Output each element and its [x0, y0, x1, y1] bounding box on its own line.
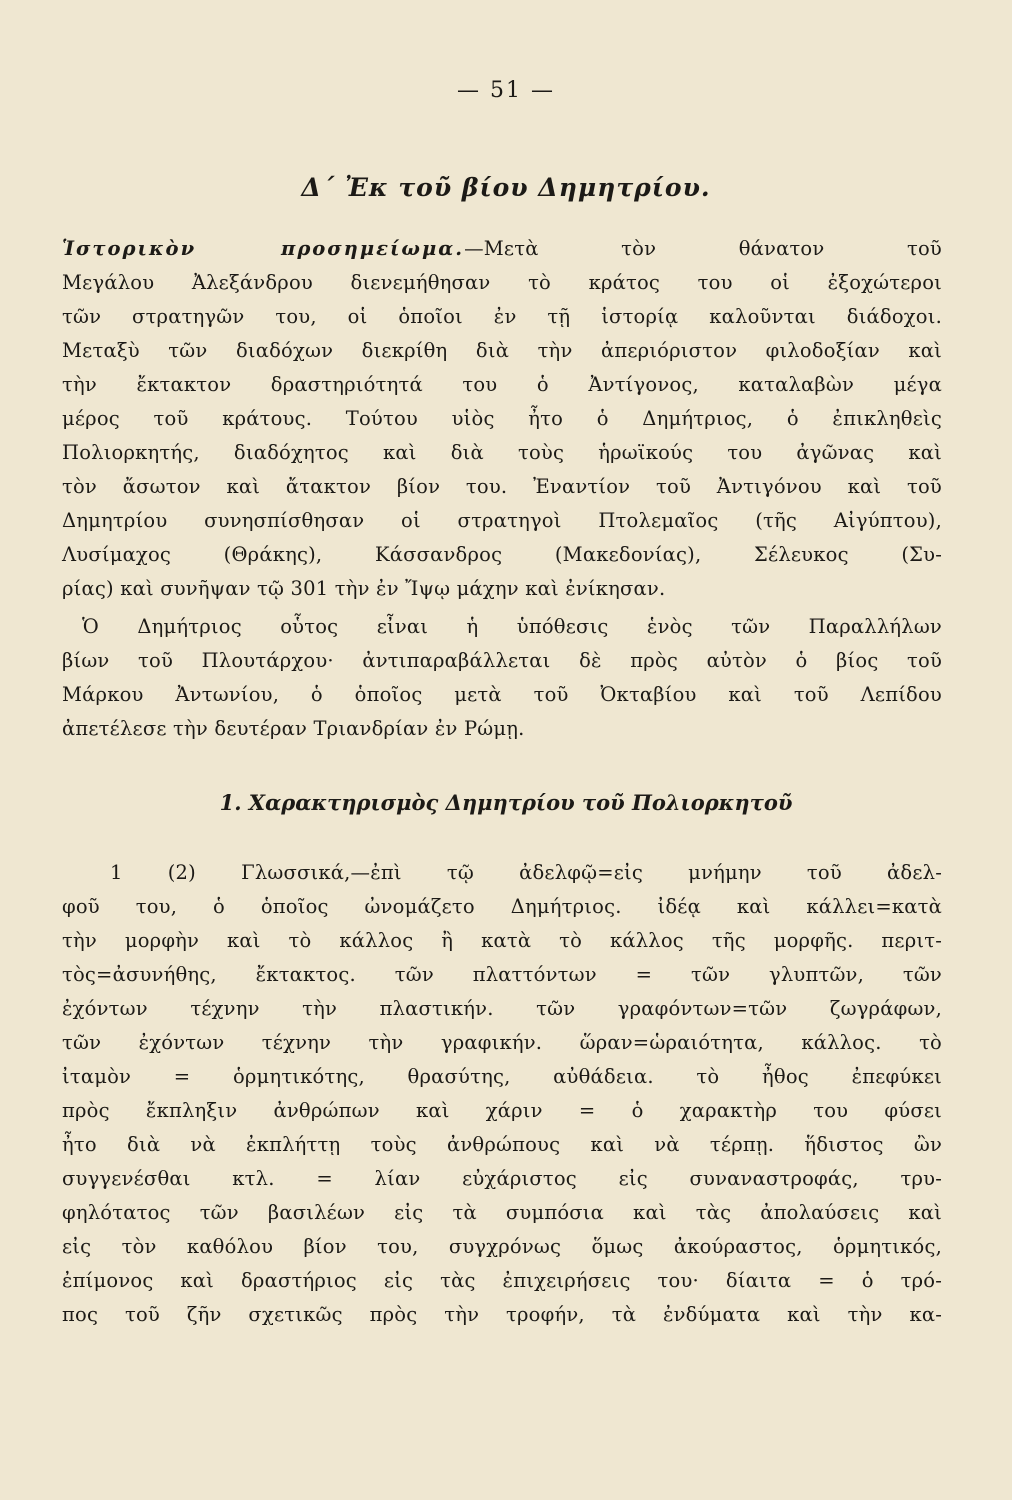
paragraph-line: ἀπετέλεσε τὴν δευτέραν Τριανδρίαν ἐν Ρώμῃ.: [62, 717, 525, 740]
section-title: Δ΄ Ἐκ τοῦ βίου Δημητρίου.: [301, 173, 711, 202]
glossary-line: φοῦ του, ὁ ὁποῖος ὠνομάζετο Δημήτριος. ἰδέᾳ καὶ κάλλει=κατὰ: [62, 895, 942, 918]
glossary-line: πος τοῦ ζῆν σχετικῶς πρὸς τὴν τροφήν, τὰ ἐνδύματα καὶ τὴν κα-: [62, 1303, 942, 1326]
glossary-line: ἦτο διὰ νὰ ἐκπλήττῃ τοὺς ἀνθρώπους καὶ νὰ τέρπῃ. ἥδιστος ὢν: [62, 1133, 942, 1156]
paragraph-line: τὴν ἔκτακτον δραστηριότητά του ὁ Ἀντίγονος, καταλαβὼν μέγα: [62, 373, 942, 396]
plutarch-paragraph: [62, 610, 942, 746]
glossary-line: εἰς τὸν καθόλου βίον του, συγχρόνως ὅμως ἀκούραστος, ὁρμητικός,: [62, 1235, 942, 1258]
paragraph-line: [62, 232, 942, 266]
glossary-notes: [62, 856, 942, 1332]
paragraph-line: βίων τοῦ Πλουτάρχου· ἀντιπαραβάλλεται δὲ πρὸς αὐτὸν ὁ βίος τοῦ: [62, 649, 942, 672]
line-text: —Μετὰ τὸν θάνατον τοῦ: [464, 237, 942, 260]
lead-phrase: Ἱστορικὸν προσημείωμα.: [62, 237, 465, 260]
paragraph-line: ρίας) καὶ συνῆψαν τῷ 301 τὴν ἐν Ἴψῳ μάχην καὶ ἐνίκησαν.: [62, 577, 666, 600]
glossary-line: τὴν μορφὴν καὶ τὸ κάλλος ἢ κατὰ τὸ κάλλος τῆς μορφῆς. περιτ-: [62, 929, 942, 952]
paragraph-line: μέρος τοῦ κράτους. Τούτου υἱὸς ἦτο ὁ Δημήτριος, ὁ ἐπικληθεὶς: [62, 407, 942, 430]
page-number: — 51 —: [457, 78, 555, 103]
glossary-line: ἐχόντων τέχνην τὴν πλαστικήν. τῶν γραφόντων=τῶν ζωγράφων,: [62, 997, 942, 1020]
glossary-line: τῶν ἐχόντων τέχνην τὴν γραφικήν. ὥραν=ὡραιότητα, κάλλος. τὸ: [62, 1031, 942, 1054]
paragraph-line: τῶν στρατηγῶν του, οἱ ὁποῖοι ἐν τῇ ἱστορίᾳ καλοῦνται διάδοχοι.: [62, 305, 942, 328]
glossary-line: συγγενέσθαι κτλ. = λίαν εὐχάριστος εἰς συναναστροφάς, τρυ-: [62, 1167, 942, 1190]
historical-introduction-paragraph: [62, 232, 942, 606]
paragraph-line: Μεταξὺ τῶν διαδόχων διεκρίθη διὰ τὴν ἀπεριόριστον φιλοδοξίαν καὶ: [62, 339, 942, 362]
glossary-line: ἰταμὸν = ὁρμητικότης, θρασύτης, αὐθάδεια. τὸ ἦθος ἐπεφύκει: [62, 1065, 942, 1088]
glossary-line: 1 (2) Γλωσσικά,—ἐπὶ τῷ ἀδελφῷ=εἰς μνήμην τοῦ ἀδελ-: [110, 861, 942, 884]
subheading: 1. Χαρακτηρισμὸς Δημητρίου τοῦ Πολιορκητοῦ: [219, 790, 793, 815]
glossary-line: τὸς=ἀσυνήθης, ἔκτακτος. τῶν πλαττόντων = τῶν γλυπτῶν, τῶν: [62, 963, 942, 986]
glossary-line: φηλότατος τῶν βασιλέων εἰς τὰ συμπόσια καὶ τὰς ἀπολαύσεις καὶ: [62, 1201, 942, 1224]
glossary-line: ἐπίμονος καὶ δραστήριος εἰς τὰς ἐπιχειρήσεις του· δίαιτα = ὁ τρό-: [62, 1269, 942, 1292]
glossary-line: πρὸς ἔκπληξιν ἀνθρώπων καὶ χάριν = ὁ χαρακτὴρ του φύσει: [62, 1099, 942, 1122]
paragraph-line: Δημητρίου συνησπίσθησαν οἱ στρατηγοὶ Πτολεμαῖος (τῆς Αἰγύπτου),: [62, 509, 942, 532]
paragraph-line: Μάρκου Ἀντωνίου, ὁ ὁποῖος μετὰ τοῦ Ὀκταβίου καὶ τοῦ Λεπίδου: [62, 683, 942, 706]
paragraph-line: Μεγάλου Ἀλεξάνδρου διενεμήθησαν τὸ κράτος του οἱ ἐξοχώτεροι: [62, 271, 942, 294]
paragraph-line: Ὁ Δημήτριος οὗτος εἶναι ἡ ὑπόθεσις ἑνὸς τῶν Παραλλήλων: [82, 615, 942, 638]
paragraph-line: Λυσίμαχος (Θράκης), Κάσσανδρος (Μακεδονίας), Σέλευκος (Συ-: [62, 543, 942, 566]
paragraph-line: τὸν ἄσωτον καὶ ἄτακτον βίον του. Ἐναντίον τοῦ Ἀντιγόνου καὶ τοῦ: [62, 475, 942, 498]
paragraph-line: Πολιορκητής, διαδόχητος καὶ διὰ τοὺς ἡρωϊκούς του ἀγῶνας καὶ: [62, 441, 942, 464]
